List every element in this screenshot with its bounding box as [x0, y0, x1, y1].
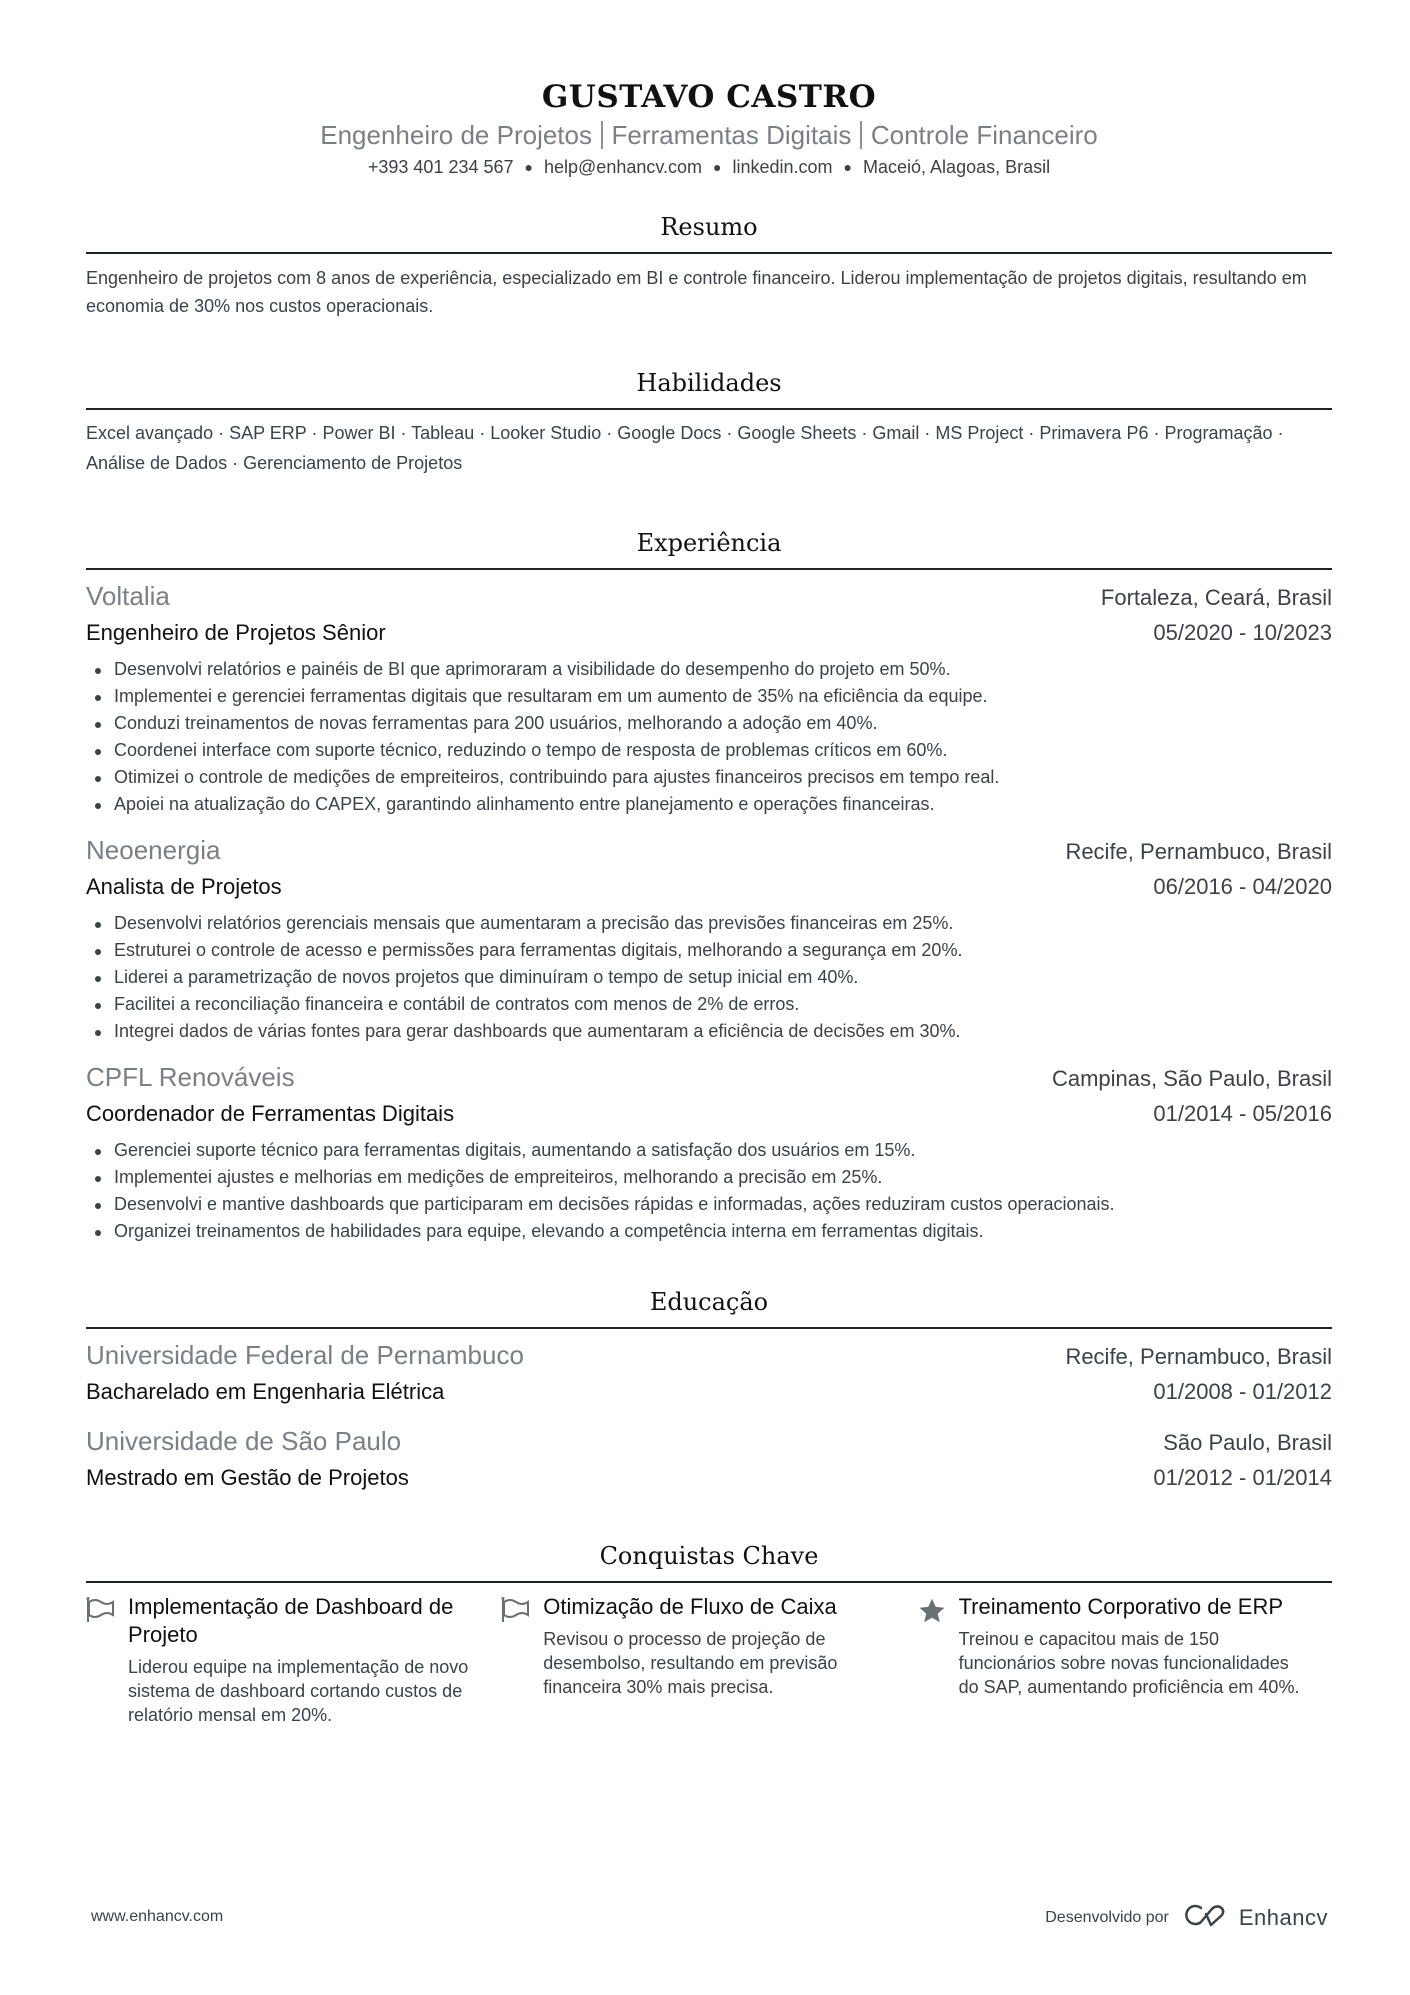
- bullet-separator: ●: [524, 159, 533, 175]
- divider: [860, 121, 862, 149]
- bullet-item: Coordenei interface com suporte técnico, reduzindo o tempo de resposta de problemas críticos em 60%.: [86, 737, 1332, 764]
- bullet-item: Conduzi treinamentos de novas ferramentas para 200 usuários, melhorando a adoção em 40%.: [86, 710, 1332, 737]
- contact-location: Maceió, Alagoas, Brasil: [863, 157, 1051, 177]
- achievements-section: [86, 1539, 1332, 1727]
- achievement-description: Treinou e capacitou mais de 150 funcionários sobre novas funcionalidades do SAP, aumentando proficiência em 40%.: [958, 1629, 1300, 1697]
- education-entry: [86, 1337, 1332, 1409]
- contact-phone[interactable]: +393 401 234 567: [367, 157, 514, 177]
- divider: [601, 121, 603, 149]
- company-name: CPFL Renováveis: [86, 1062, 295, 1092]
- experience-entry: [86, 832, 1332, 1045]
- education-entry: [86, 1423, 1332, 1495]
- skills-section: [86, 366, 1332, 478]
- summary-section: [86, 210, 1332, 320]
- star-icon: [917, 1593, 959, 1727]
- contact-email[interactable]: help@enhancv.com: [544, 157, 703, 177]
- bullet-item: Implementei e gerenciei ferramentas digitais que resultaram em um aumento de 35% na eficiência da equipe.: [86, 683, 1332, 710]
- section-heading: Habilidades: [636, 369, 782, 397]
- contact-info: [86, 154, 1332, 180]
- job-dates: 01/2014 - 05/2016: [1153, 1101, 1332, 1126]
- bullet-separator: ●: [713, 159, 722, 175]
- job-title: Analista de Projetos: [86, 874, 282, 899]
- section-heading: Experiência: [636, 529, 782, 557]
- experience-entry: [86, 578, 1332, 818]
- achievement-card: [86, 1593, 501, 1727]
- resume-page: [86, 0, 1332, 1727]
- degree: Bacharelado em Engenharia Elétrica: [86, 1379, 445, 1404]
- achievements-grid: [86, 1593, 1332, 1727]
- footer-website-link[interactable]: www.enhancv.com: [91, 1908, 224, 1925]
- bullet-item: Desenvolvi e mantive dashboards que participaram em decisões rápidas e informadas, ações reduziram custos operacionais.: [86, 1191, 1332, 1218]
- section-divider: [86, 1581, 1332, 1583]
- school-location: Recife, Pernambuco, Brasil: [1065, 1344, 1332, 1369]
- education-section: [86, 1285, 1332, 1495]
- school-name: Universidade Federal de Pernambuco: [86, 1340, 524, 1370]
- school-location: São Paulo, Brasil: [1163, 1430, 1332, 1455]
- bullet-item: Integrei dados de várias fontes para gerar dashboards que aumentaram a eficiência de decisões em 30%.: [86, 1018, 1332, 1045]
- job-dates: 05/2020 - 10/2023: [1153, 620, 1332, 645]
- headline: [86, 118, 1332, 152]
- achievement-title: Treinamento Corporativo de ERP: [958, 1594, 1284, 1619]
- enhancv-logo-icon: [1181, 1902, 1229, 1933]
- contact-linkedin[interactable]: linkedin.com: [732, 157, 833, 177]
- experience-entry: [86, 1059, 1332, 1245]
- achievement-title: Otimização de Fluxo de Caixa: [543, 1594, 837, 1619]
- headline-title-1: Engenheiro de Projetos: [320, 120, 592, 150]
- job-title: Coordenador de Ferramentas Digitais: [86, 1101, 455, 1126]
- job-location: Recife, Pernambuco, Brasil: [1065, 839, 1332, 864]
- school-name: Universidade de São Paulo: [86, 1426, 402, 1456]
- bullet-item: Desenvolvi relatórios e painéis de BI que aprimoraram a visibilidade do desempenho do projeto em 50%.: [86, 656, 1332, 683]
- section-divider: [86, 1327, 1332, 1329]
- bullet-item: Liderei a parametrização de novos projetos que diminuíram o tempo de setup inicial em 40%.: [86, 964, 1332, 991]
- skills-list: Excel avançado · SAP ERP · Power BI · Tableau · Looker Studio · Google Docs · Google Sheets · Gmail · MS Project · Primavera P6 · Programação · Análise de Dados · Gerenciamento de Projetos: [86, 423, 1284, 473]
- section-heading: Conquistas Chave: [599, 1542, 819, 1570]
- achievement-bullets: [86, 656, 1332, 818]
- achievement-bullets: [86, 910, 1332, 1045]
- headline-title-3: Controle Financeiro: [870, 120, 1098, 150]
- company-name: Voltalia: [86, 581, 170, 611]
- achievement-card: [501, 1593, 916, 1727]
- achievement-title: Implementação de Dashboard de Projeto: [128, 1594, 454, 1647]
- job-dates: 06/2016 - 04/2020: [1153, 874, 1332, 899]
- education-dates: 01/2012 - 01/2014: [1153, 1465, 1332, 1490]
- bullet-item: Estruturei o controle de acesso e permissões para ferramentas digitais, melhorando a segurança em 20%.: [86, 937, 1332, 964]
- bullet-item: Facilitei a reconciliação financeira e contábil de contratos com menos de 2% de erros.: [86, 991, 1332, 1018]
- resume-header: [86, 0, 1332, 180]
- flag-icon: [501, 1593, 543, 1727]
- job-location: Fortaleza, Ceará, Brasil: [1100, 585, 1332, 610]
- section-divider: [86, 252, 1332, 254]
- bullet-item: Organizei treinamentos de habilidades para equipe, elevando a competência interna em ferramentas digitais.: [86, 1218, 1332, 1245]
- achievement-description: Liderou equipe na implementação de novo sistema de dashboard cortando custos de relatório mensal em 20%.: [128, 1657, 469, 1725]
- section-divider: [86, 568, 1332, 570]
- bullet-item: Otimizei o controle de medições de empreiteiros, contribuindo para ajustes financeiros precisos em tempo real.: [86, 764, 1332, 791]
- achievement-description: Revisou o processo de projeção de desembolso, resultando em previsão financeira 30% mais precisa.: [543, 1629, 838, 1697]
- section-heading: Resumo: [660, 213, 758, 241]
- bullet-separator: ●: [843, 159, 853, 175]
- job-location: Campinas, São Paulo, Brasil: [1051, 1066, 1332, 1091]
- bullet-item: Desenvolvi relatórios gerenciais mensais que aumentaram a precisão das previsões financeiras em 25%.: [86, 910, 1332, 937]
- bullet-item: Implementei ajustes e melhorias em medições de empreiteiros, melhorando a precisão em 25%.: [86, 1164, 1332, 1191]
- achievement-bullets: [86, 1137, 1332, 1245]
- section-divider: [86, 408, 1332, 410]
- bullet-item: Apoiei na atualização do CAPEX, garantindo alinhamento entre planejamento e operações financeiras.: [86, 791, 1332, 818]
- summary-text: Engenheiro de projetos com 8 anos de experiência, especializado em BI e controle financeiro. Liderou implementação de projetos digitais, resultando em economia de 30% nos custos operacionais.: [86, 268, 1307, 316]
- headline-title-2: Ferramentas Digitais: [611, 120, 852, 150]
- candidate-name: GUSTAVO CASTRO: [541, 79, 877, 115]
- brand-name: Enhancv: [1238, 1904, 1328, 1930]
- flag-icon: [86, 1593, 128, 1727]
- bullet-item: Gerenciei suporte técnico para ferramentas digitais, aumentando a satisfação dos usuários em 15%.: [86, 1137, 1332, 1164]
- powered-by-label: Desenvolvido por: [1045, 1908, 1169, 1926]
- achievement-card: [917, 1593, 1332, 1727]
- footer-branding: [1045, 1902, 1328, 1933]
- job-title: Engenheiro de Projetos Sênior: [86, 620, 386, 645]
- education-dates: 01/2008 - 01/2012: [1153, 1379, 1332, 1404]
- degree: Mestrado em Gestão de Projetos: [86, 1465, 409, 1490]
- experience-section: [86, 526, 1332, 1245]
- section-heading: Educação: [649, 1288, 769, 1316]
- company-name: Neoenergia: [86, 835, 221, 865]
